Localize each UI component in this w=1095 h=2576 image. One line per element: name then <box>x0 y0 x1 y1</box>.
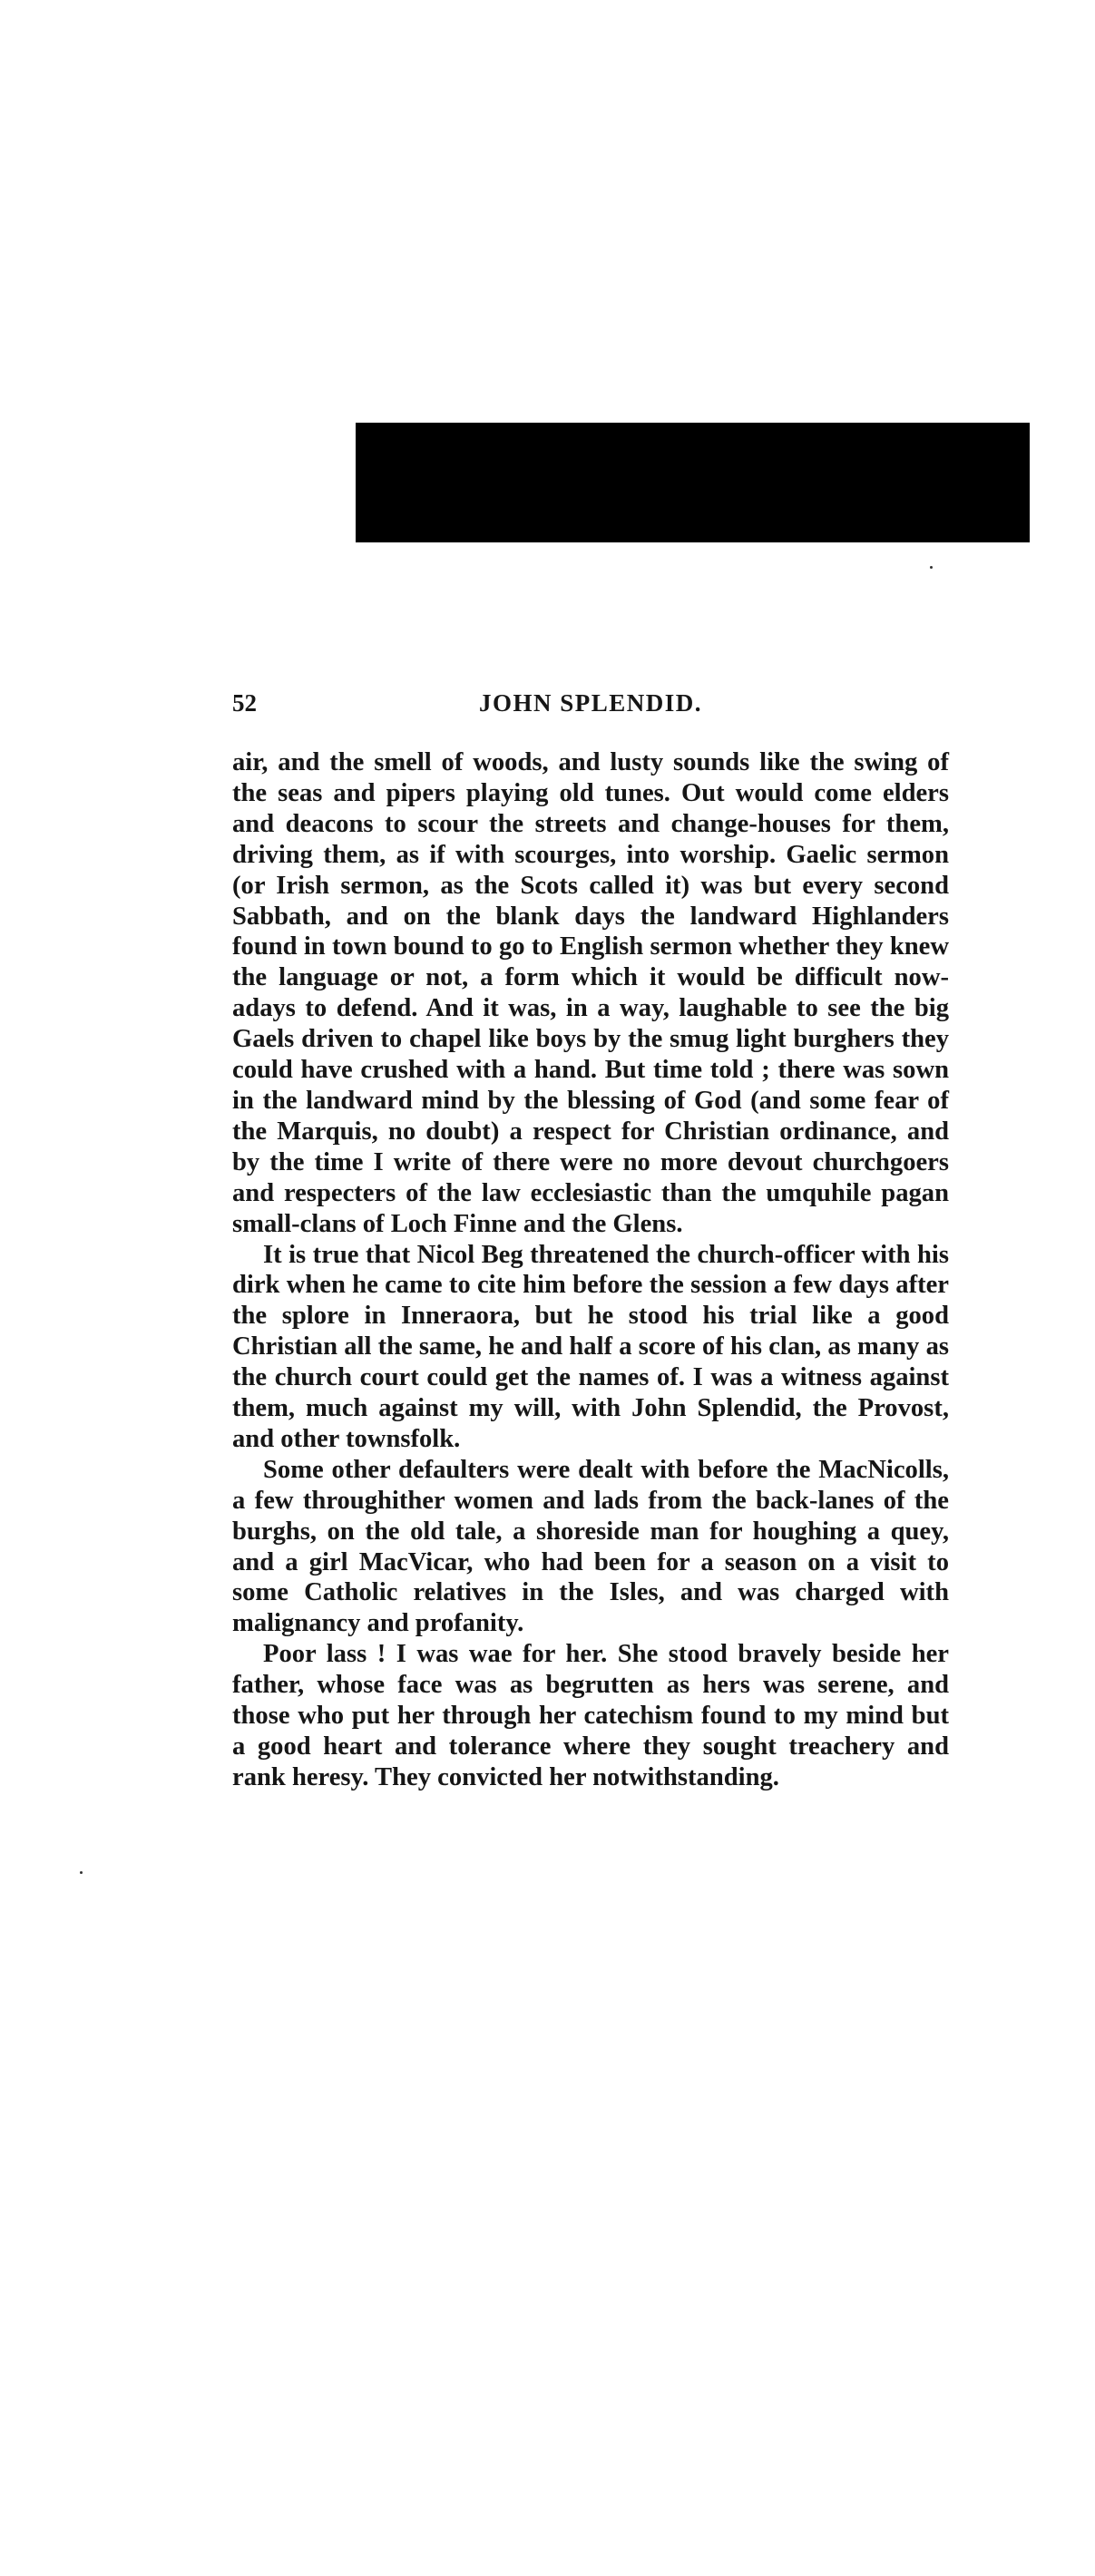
body-text <box>232 747 949 1793</box>
ink-speck <box>930 566 933 569</box>
paragraph-1: air, and the smell of woods, and lusty sounds like the swing of the seas and pipers playing old tunes. Out would come elders and deacons to scour the streets and change-houses for them, driving them, as if with scourges, into worship. Gaelic sermon (or Irish sermon, as the Scots called it) was but every second Sabbath, and on the blank days the landward Highlanders found in town bound to go to English sermon whether they knew the language or not, a form which it would be difficult now-adays to defend. And it was, in a way, laughable to see the big Gaels driven to chapel like boys by the smug light burghers they could have crushed with a hand. But time told ; there was sown in the landward mind by the blessing of God (and some fear of the Marquis, no doubt) a respect for Christian ordinance, and by the time I write of there were no more devout churchgoers and respecters of the law ecclesiastic than the umquhile pagan small-clans of Loch Finne and the Glens. <box>232 748 949 1238</box>
ink-speck <box>80 1871 83 1874</box>
redaction-block <box>356 423 1030 542</box>
paragraph-4: Poor lass ! I was wae for her. She stood bravely beside her father, whose face was as begrutten as hers was serene, and those who put her through her catechism found to my mind but a good heart and tolerance where they sought treachery and rank heresy. They convicted her notwithstanding. <box>232 1640 949 1791</box>
page-header <box>232 689 949 726</box>
paragraph-3: Some other defaulters were dealt with before the MacNicolls, a few throughither women and lads from the back-lanes of the burghs, on the old tale, a shoreside man for houghing a quey, and a girl MacVicar, who had been for a season on a visit to some Catholic relatives in the Isles, and was charged with malignancy and profanity. <box>232 1455 949 1638</box>
paragraph-2: It is true that Nicol Beg threatened the church-officer with his dirk when he came to cite him before the session a few days after the splore in Inneraora, but he stood his trial like a good Christian all the same, he and half a score of his clan, as many as the church court could get the names of. I was a witness against them, much against my will, with John Splendid, the Provost, and other townsfolk. <box>232 1240 949 1453</box>
page-number: 52 <box>232 689 257 717</box>
running-head: JOHN SPLENDID. <box>478 689 703 717</box>
